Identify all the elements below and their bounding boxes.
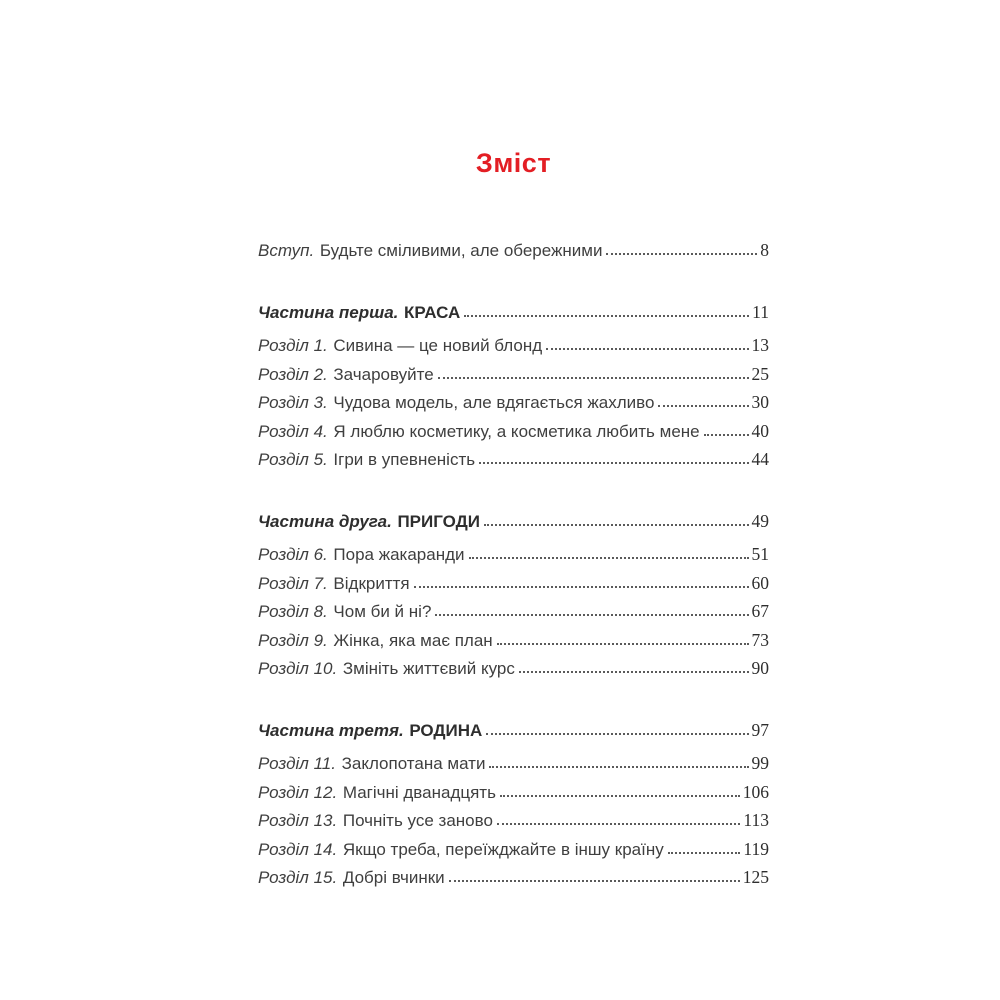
toc-entry <box>258 867 769 896</box>
entry-title: Сивина — це новий блонд <box>333 336 543 355</box>
entry-page-number: 30 <box>751 392 769 412</box>
toc-section-heading <box>258 302 769 331</box>
dot-leader <box>704 434 749 436</box>
entry-title: Зачаровуйте <box>333 364 434 384</box>
entry-page-number: 51 <box>751 544 769 564</box>
toc-section-heading <box>258 720 769 749</box>
entry-prefix: Розділ 12. <box>258 782 338 802</box>
dot-leader <box>479 462 748 464</box>
entry-prefix: Вступ. <box>258 241 315 260</box>
toc-entry <box>258 810 769 839</box>
entry-page-number: 60 <box>751 572 769 593</box>
entry-prefix: Розділ 7. <box>258 573 328 593</box>
entry-page-number: 97 <box>751 719 769 740</box>
entry-prefix: Розділ 10. <box>258 659 338 678</box>
entry-title: ПРИГОДИ <box>397 511 480 531</box>
toc-entry <box>258 544 769 573</box>
dot-leader <box>435 614 748 616</box>
entry-prefix: Розділ 1. <box>258 336 328 355</box>
entry-title: Добрі вчинки <box>342 868 445 887</box>
toc-list <box>258 240 769 896</box>
entry-prefix: Розділ 13. <box>258 811 338 830</box>
entry-title: Чудова модель, але вдягається жахливо <box>333 393 655 412</box>
entry-page-number: 113 <box>743 810 769 830</box>
entry-page-number: 8 <box>760 240 769 260</box>
entry-page-number: 73 <box>751 629 769 650</box>
entry-prefix: Розділ 14. <box>258 839 338 859</box>
dot-leader <box>497 823 740 825</box>
dot-leader <box>519 671 749 673</box>
entry-title: РОДИНА <box>409 720 483 740</box>
toc-entry <box>258 839 769 868</box>
dot-leader <box>469 557 749 559</box>
toc-entry <box>258 449 769 478</box>
toc-entry <box>258 364 769 393</box>
entry-prefix: Розділ 2. <box>258 364 328 384</box>
toc-entry <box>258 630 769 659</box>
entry-page-number: 119 <box>743 838 769 859</box>
entry-title: Я люблю косметику, а косметика любить мене <box>333 421 700 441</box>
entry-title: Будьте сміливими, але обережними <box>319 241 603 260</box>
entry-title: Чом би й ні? <box>333 602 432 621</box>
entry-page-number: 40 <box>751 420 769 441</box>
entry-title: Ігри в упевненість <box>333 450 476 469</box>
entry-prefix: Розділ 5. <box>258 450 328 469</box>
dot-leader <box>486 733 748 735</box>
entry-page-number: 125 <box>742 867 769 887</box>
dot-leader <box>449 880 740 882</box>
dot-leader <box>414 586 749 588</box>
entry-prefix: Розділ 6. <box>258 545 328 564</box>
entry-prefix: Розділ 4. <box>258 421 328 441</box>
entry-page-number: 90 <box>751 658 769 678</box>
entry-title: Пора жакаранди <box>333 545 465 564</box>
toc-entry <box>258 573 769 602</box>
entry-page-number: 106 <box>742 781 769 802</box>
entry-title: Жінка, яка має план <box>333 630 493 650</box>
dot-leader <box>546 348 748 350</box>
dot-leader <box>438 377 749 379</box>
entry-title: Якщо треба, переїжджайте в іншу країну <box>342 839 664 859</box>
toc-entry <box>258 601 769 630</box>
entry-page-number: 44 <box>751 449 769 469</box>
entry-title: Змініть життєвий курс <box>342 659 515 678</box>
dot-leader <box>606 253 757 255</box>
entry-prefix: Частина друга. <box>258 511 392 531</box>
entry-page-number: 25 <box>751 363 769 384</box>
entry-title: Відкриття <box>333 573 410 593</box>
toc-entry <box>258 753 769 782</box>
entry-prefix: Розділ 11. <box>258 754 336 773</box>
entry-prefix: Розділ 15. <box>258 868 338 887</box>
entry-page-number: 11 <box>752 301 769 322</box>
dot-leader <box>500 795 740 797</box>
entry-prefix: Частина перша. <box>258 302 399 322</box>
entry-prefix: Розділ 9. <box>258 630 328 650</box>
entry-page-number: 67 <box>751 601 769 621</box>
dot-leader <box>668 852 741 854</box>
dot-leader <box>489 766 748 768</box>
dot-leader <box>658 405 748 407</box>
entry-page-number: 13 <box>751 335 769 355</box>
toc-entry <box>258 335 769 364</box>
toc-entry <box>258 421 769 450</box>
toc-section-heading <box>258 511 769 540</box>
entry-page-number: 49 <box>751 510 769 531</box>
entry-prefix: Розділ 3. <box>258 393 328 412</box>
toc-entry <box>258 782 769 811</box>
entry-prefix: Частина третя. <box>258 720 404 740</box>
entry-prefix: Розділ 8. <box>258 602 328 621</box>
dot-leader <box>464 315 749 317</box>
toc-entry-intro <box>258 240 769 269</box>
entry-title: Почніть усе заново <box>342 811 493 830</box>
entry-page-number: 99 <box>751 753 769 773</box>
page-title: Зміст <box>475 148 552 178</box>
toc-entry <box>258 392 769 421</box>
entry-title: КРАСА <box>404 302 461 322</box>
entry-title: Магічні дванадцять <box>342 782 496 802</box>
entry-title: Заклопотана мати <box>341 754 486 773</box>
toc-entry <box>258 658 769 687</box>
dot-leader <box>497 643 749 645</box>
dot-leader <box>484 524 749 526</box>
